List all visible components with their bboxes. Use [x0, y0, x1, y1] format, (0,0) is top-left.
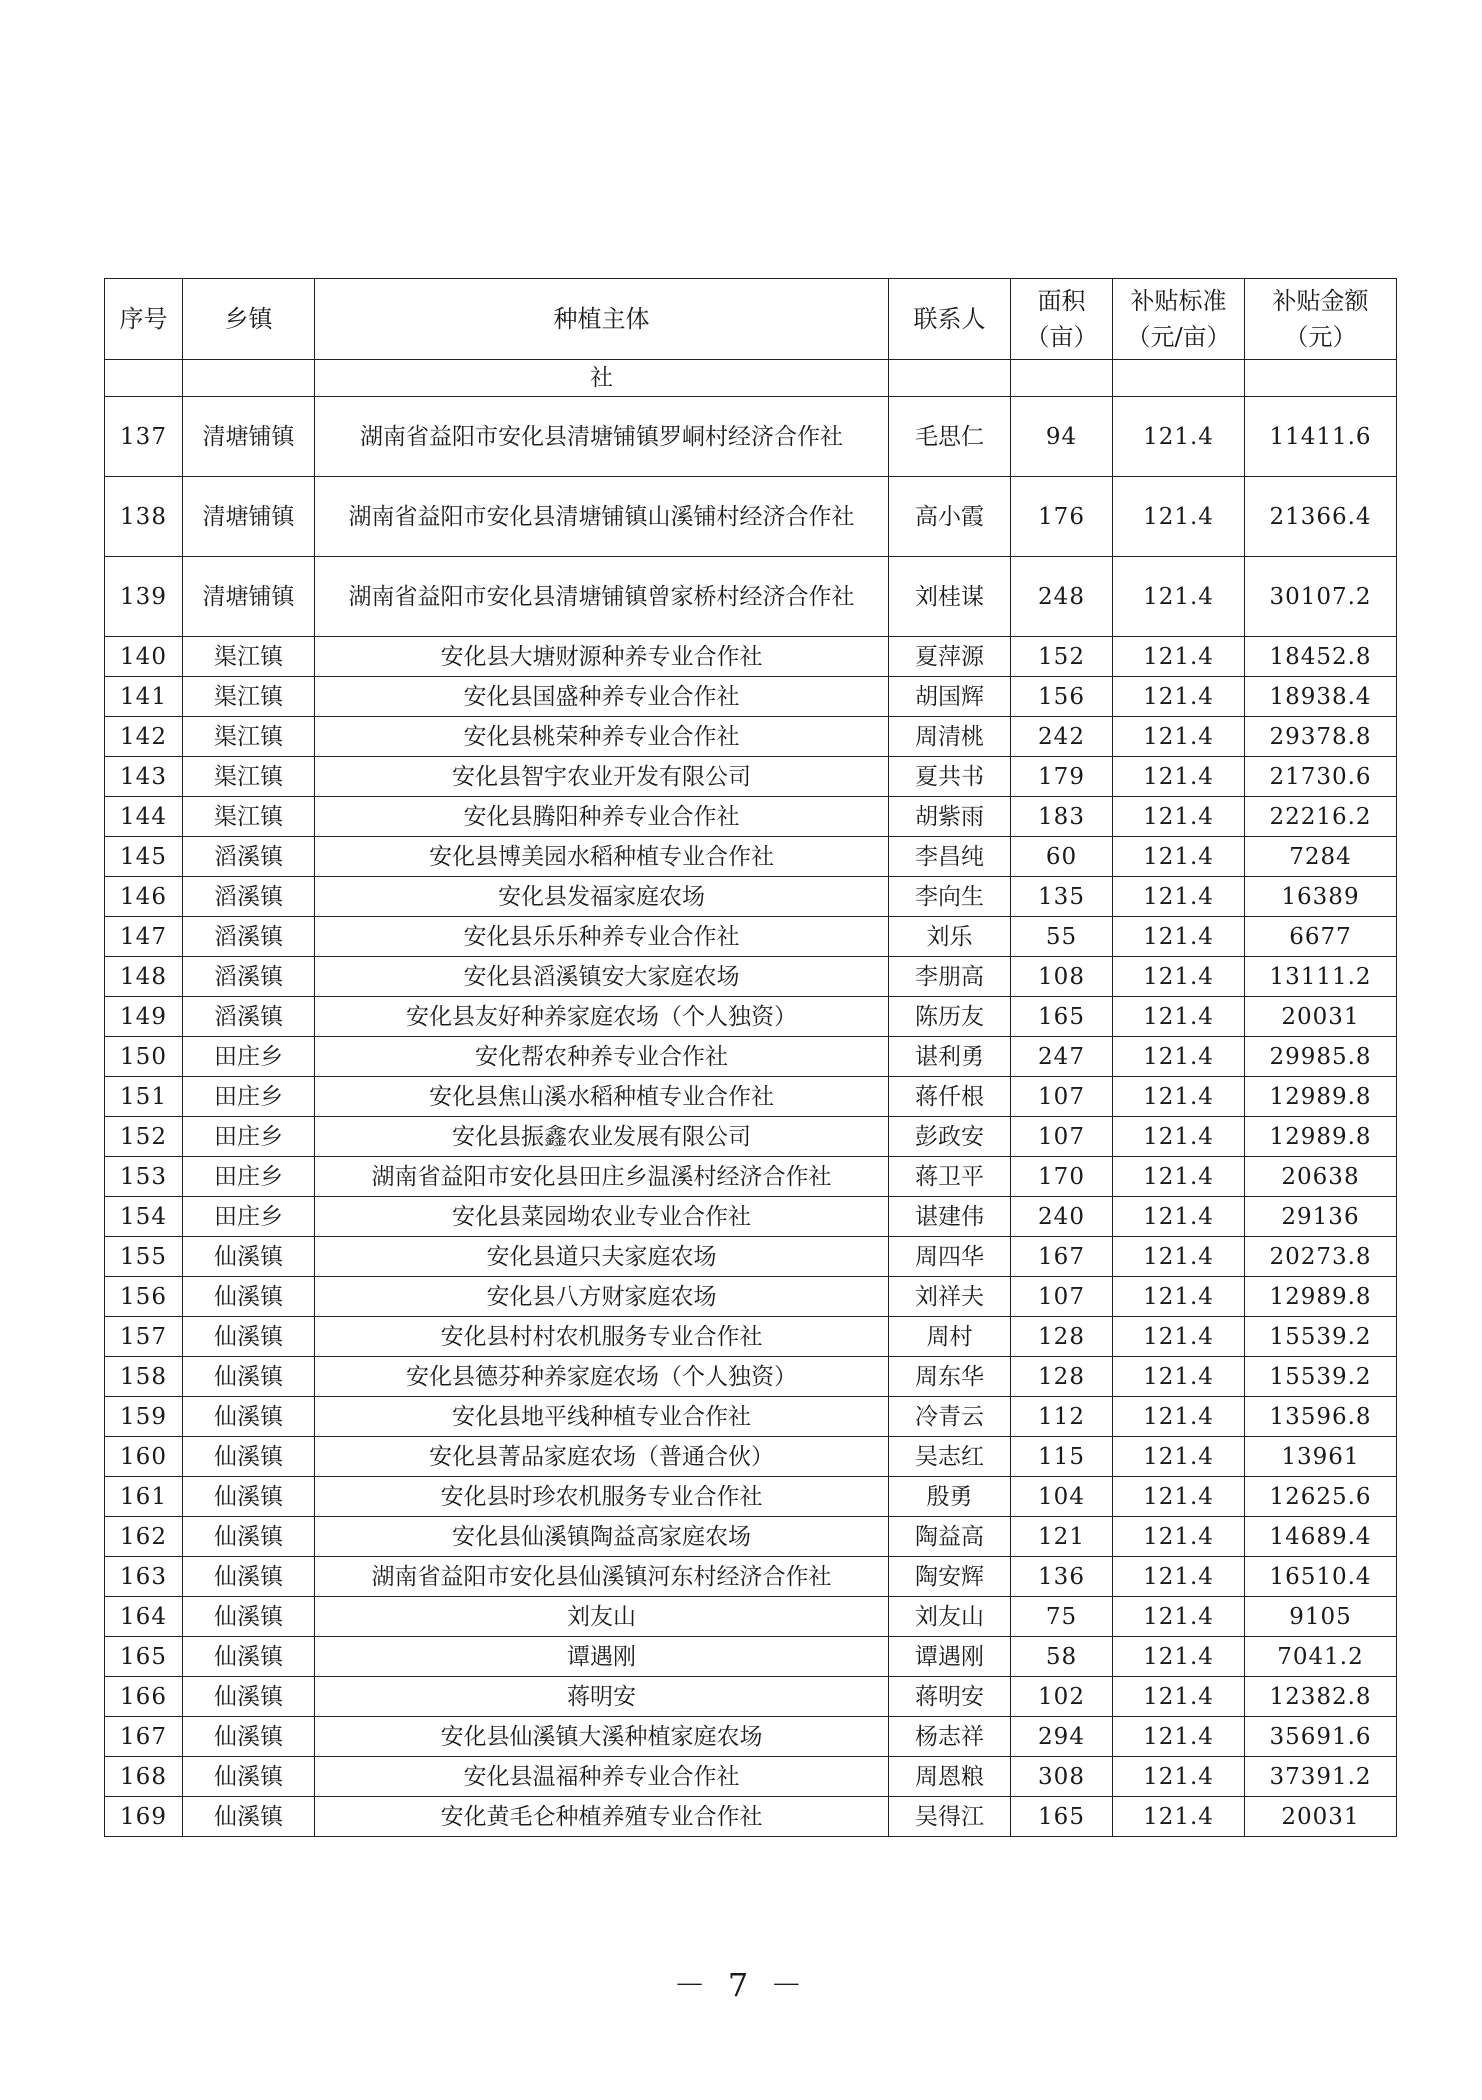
cell-no: 137: [105, 397, 183, 477]
cell-no: 152: [105, 1117, 183, 1157]
cell-area: 108: [1011, 957, 1113, 997]
table-row: [105, 1357, 1397, 1397]
table-row: [105, 1117, 1397, 1157]
cell-entity: 湖南省益阳市安化县仙溪镇河东村经济合作社: [315, 1557, 889, 1597]
cell-area: 167: [1011, 1237, 1113, 1277]
cell-town: 滔溪镇: [183, 877, 315, 917]
cell-town: 渠江镇: [183, 717, 315, 757]
cell-town: 仙溪镇: [183, 1717, 315, 1757]
cell-amount: 13961: [1245, 1437, 1397, 1477]
cell-town: 渠江镇: [183, 637, 315, 677]
table-row: [105, 957, 1397, 997]
cell-no: 148: [105, 957, 183, 997]
cell-contact: 陶益高: [889, 1517, 1011, 1557]
cell-standard: 121.4: [1113, 1197, 1245, 1237]
cell-contact: 胡国辉: [889, 677, 1011, 717]
cell-standard: 121.4: [1113, 1117, 1245, 1157]
header-standard: 补贴标准（元/亩）: [1113, 279, 1245, 360]
cell-town: 清塘铺镇: [183, 397, 315, 477]
cell-no: 167: [105, 1717, 183, 1757]
table-row: [105, 1077, 1397, 1117]
cell-area: 308: [1011, 1757, 1113, 1797]
cell-entity: 安化县桃荣种养专业合作社: [315, 717, 889, 757]
cell-no: 147: [105, 917, 183, 957]
cell-standard: 121.4: [1113, 757, 1245, 797]
table-row: [105, 397, 1397, 477]
table-row: [105, 1037, 1397, 1077]
cell-entity: 安化县菜园坳农业专业合作社: [315, 1197, 889, 1237]
cell-amount: 9105: [1245, 1597, 1397, 1637]
cell-entity: 安化县博美园水稻种植专业合作社: [315, 837, 889, 877]
cell-standard: 121.4: [1113, 1437, 1245, 1477]
cell-town: 仙溪镇: [183, 1557, 315, 1597]
cell-entity: 湖南省益阳市安化县田庄乡温溪村经济合作社: [315, 1157, 889, 1197]
table-row: [105, 1717, 1397, 1757]
cell-entity: 安化县德芬种养家庭农场（个人独资）: [315, 1357, 889, 1397]
header-row: [105, 279, 1397, 360]
cell-contact: 毛思仁: [889, 397, 1011, 477]
cell-amount: 35691.6: [1245, 1717, 1397, 1757]
table-row: [105, 1757, 1397, 1797]
table-row: [105, 837, 1397, 877]
table-row: [105, 1597, 1397, 1637]
cell-amount: 13596.8: [1245, 1397, 1397, 1437]
cell-contact: 刘乐: [889, 917, 1011, 957]
cell-entity: 安化县仙溪镇大溪种植家庭农场: [315, 1717, 889, 1757]
cell-standard: 121.4: [1113, 1237, 1245, 1277]
table-row: [105, 1197, 1397, 1237]
cell-town: 仙溪镇: [183, 1277, 315, 1317]
cell-entity: 安化县滔溪镇安大家庭农场: [315, 957, 889, 997]
cell-entity: 安化县发福家庭农场: [315, 877, 889, 917]
cell-area: 156: [1011, 677, 1113, 717]
table-row: [105, 1797, 1397, 1837]
cell-contact: 谌建伟: [889, 1197, 1011, 1237]
cell-town: 田庄乡: [183, 1117, 315, 1157]
table-row: [105, 637, 1397, 677]
cell-area: 60: [1011, 837, 1113, 877]
cell-amount: 16510.4: [1245, 1557, 1397, 1597]
cell-no: 149: [105, 997, 183, 1037]
cell-area: 121: [1011, 1517, 1113, 1557]
cell-amount: 12989.8: [1245, 1077, 1397, 1117]
cell-area: 128: [1011, 1357, 1113, 1397]
table-row: [105, 477, 1397, 557]
cell-town: 仙溪镇: [183, 1237, 315, 1277]
cell-standard: 121.4: [1113, 717, 1245, 757]
cell-standard: 121.4: [1113, 637, 1245, 677]
cell-no: 163: [105, 1557, 183, 1597]
table-row: [105, 1397, 1397, 1437]
cell-contact: 陶安辉: [889, 1557, 1011, 1597]
cell-town: 清塘铺镇: [183, 557, 315, 637]
cell-area: 165: [1011, 997, 1113, 1037]
cell-town: 渠江镇: [183, 797, 315, 837]
cell-entity: 湖南省益阳市安化县清塘铺镇山溪铺村经济合作社: [315, 477, 889, 557]
cell-area: 152: [1011, 637, 1113, 677]
cell-contact: 吴志红: [889, 1437, 1011, 1477]
cell-standard: 121.4: [1113, 1637, 1245, 1677]
cell-contact: 周村: [889, 1317, 1011, 1357]
cell-area: 242: [1011, 717, 1113, 757]
cell-standard: 121.4: [1113, 557, 1245, 637]
cell-contact: 夏共书: [889, 757, 1011, 797]
table-row: [105, 1517, 1397, 1557]
cell-standard: 121.4: [1113, 837, 1245, 877]
cell-area: 107: [1011, 1117, 1113, 1157]
subsidy-table: [104, 278, 1397, 1837]
cell-town: 仙溪镇: [183, 1797, 315, 1837]
cell-standard: 121.4: [1113, 1157, 1245, 1197]
cell-no: 169: [105, 1797, 183, 1837]
cell-entity: 湖南省益阳市安化县清塘铺镇曾家桥村经济合作社: [315, 557, 889, 637]
cell-no: 146: [105, 877, 183, 917]
table-row: [105, 557, 1397, 637]
table-row: [105, 1437, 1397, 1477]
cell-entity: 安化县腾阳种养专业合作社: [315, 797, 889, 837]
table-row: [105, 757, 1397, 797]
page-number: － 7 －: [673, 1966, 809, 2004]
cell-amount: 6677: [1245, 917, 1397, 957]
table-row: [105, 917, 1397, 957]
cell-standard: 121.4: [1113, 1397, 1245, 1437]
cell-amount: 13111.2: [1245, 957, 1397, 997]
cell-standard: 121.4: [1113, 997, 1245, 1037]
cell-entity: 安化县焦山溪水稻种植专业合作社: [315, 1077, 889, 1117]
cell-standard: 121.4: [1113, 1477, 1245, 1517]
cell-amount: 7041.2: [1245, 1637, 1397, 1677]
cell-amount: 12382.8: [1245, 1677, 1397, 1717]
cell-town: 滔溪镇: [183, 997, 315, 1037]
cell-entity: 安化县乐乐种养专业合作社: [315, 917, 889, 957]
cell-amount: 20031: [1245, 997, 1397, 1037]
cell-contact: 胡紫雨: [889, 797, 1011, 837]
table-row: [105, 717, 1397, 757]
cell-entity: 安化县国盛种养专业合作社: [315, 677, 889, 717]
cell-no: 159: [105, 1397, 183, 1437]
cell-area: 75: [1011, 1597, 1113, 1637]
cell-no: 140: [105, 637, 183, 677]
cell-contact: 高小霞: [889, 477, 1011, 557]
cell-standard: 121.4: [1113, 1797, 1245, 1837]
table-row: [105, 877, 1397, 917]
cell-area: 104: [1011, 1477, 1113, 1517]
header-contact: 联系人: [889, 279, 1011, 360]
cell-contact: 夏萍源: [889, 637, 1011, 677]
cell-standard: 121.4: [1113, 677, 1245, 717]
cell-standard: 121.4: [1113, 957, 1245, 997]
cell-town: 清塘铺镇: [183, 477, 315, 557]
cell-town: 滔溪镇: [183, 837, 315, 877]
cell-area: 170: [1011, 1157, 1113, 1197]
cell-entity: 安化县大塘财源种养专业合作社: [315, 637, 889, 677]
table-row: [105, 1557, 1397, 1597]
cell-amount: 29136: [1245, 1197, 1397, 1237]
cell-no: 168: [105, 1757, 183, 1797]
cell-standard: 121.4: [1113, 1037, 1245, 1077]
cell-amount: 16389: [1245, 877, 1397, 917]
cell-area: 128: [1011, 1317, 1113, 1357]
cell-entity: 安化县仙溪镇陶益高家庭农场: [315, 1517, 889, 1557]
cell-amount: 11411.6: [1245, 397, 1397, 477]
cell-standard: 121.4: [1113, 1757, 1245, 1797]
cell-amount: 29378.8: [1245, 717, 1397, 757]
cell-contact: 周东华: [889, 1357, 1011, 1397]
cell-no: 164: [105, 1597, 183, 1637]
cell-amount: 29985.8: [1245, 1037, 1397, 1077]
cell-amount: 21730.6: [1245, 757, 1397, 797]
cell-amount: 7284: [1245, 837, 1397, 877]
cell-amount: 18938.4: [1245, 677, 1397, 717]
cell-amount: 15539.2: [1245, 1357, 1397, 1397]
cell-contact: 冷青云: [889, 1397, 1011, 1437]
cell-amount: 12625.6: [1245, 1477, 1397, 1517]
cell-town: 田庄乡: [183, 1157, 315, 1197]
cell-entity: 安化县温福种养专业合作社: [315, 1757, 889, 1797]
cell-amount: 12989.8: [1245, 1277, 1397, 1317]
cell-contact: 刘友山: [889, 1597, 1011, 1637]
cell-no: 153: [105, 1157, 183, 1197]
cell-no: 156: [105, 1277, 183, 1317]
cell-no: 139: [105, 557, 183, 637]
cell-no: 151: [105, 1077, 183, 1117]
cell-area: 248: [1011, 557, 1113, 637]
cell-town: 仙溪镇: [183, 1637, 315, 1677]
cell-entity: 安化县地平线种植专业合作社: [315, 1397, 889, 1437]
cell-contact: 刘桂谋: [889, 557, 1011, 637]
cell-standard: 121.4: [1113, 1717, 1245, 1757]
cell-entity: 蒋明安: [315, 1677, 889, 1717]
header-town: 乡镇: [183, 279, 315, 360]
cell-entity: 安化县菁品家庭农场（普通合伙）: [315, 1437, 889, 1477]
cell-area: 115: [1011, 1437, 1113, 1477]
cell-no: 158: [105, 1357, 183, 1397]
table-row: [105, 797, 1397, 837]
cell-town: 滔溪镇: [183, 917, 315, 957]
cell-contact: 李朋高: [889, 957, 1011, 997]
cell-contact: 刘祥夫: [889, 1277, 1011, 1317]
cell-contact: 李昌纯: [889, 837, 1011, 877]
cell-amount: 14689.4: [1245, 1517, 1397, 1557]
cell-amount: 20638: [1245, 1157, 1397, 1197]
cell-entity: 刘友山: [315, 1597, 889, 1637]
cell-contact: 蒋明安: [889, 1677, 1011, 1717]
cell-area: 112: [1011, 1397, 1113, 1437]
cell-contact: 杨志祥: [889, 1717, 1011, 1757]
cell-town: 仙溪镇: [183, 1677, 315, 1717]
cell-no: 150: [105, 1037, 183, 1077]
cell-standard: 121.4: [1113, 477, 1245, 557]
cell-amount: 20273.8: [1245, 1237, 1397, 1277]
cell-town: 仙溪镇: [183, 1477, 315, 1517]
cell-contact: 周四华: [889, 1237, 1011, 1277]
header-amount: 补贴金额（元）: [1245, 279, 1397, 360]
cell-area: 107: [1011, 1077, 1113, 1117]
header-entity: 种植主体: [315, 279, 889, 360]
header-no: 序号: [105, 279, 183, 360]
cell-contact: 李向生: [889, 877, 1011, 917]
cell-no: 142: [105, 717, 183, 757]
cell-area: 179: [1011, 757, 1113, 797]
cell-no: 165: [105, 1637, 183, 1677]
cell-amount: 21366.4: [1245, 477, 1397, 557]
cell-town: 田庄乡: [183, 1197, 315, 1237]
continuation-text: 社: [315, 360, 889, 397]
header-area: 面积（亩）: [1011, 279, 1113, 360]
cell-entity: 湖南省益阳市安化县清塘铺镇罗峒村经济合作社: [315, 397, 889, 477]
cell-no: 141: [105, 677, 183, 717]
cell-contact: 蒋卫平: [889, 1157, 1011, 1197]
cell-entity: 安化县智宇农业开发有限公司: [315, 757, 889, 797]
cell-entity: 安化县村村农机服务专业合作社: [315, 1317, 889, 1357]
cell-amount: 15539.2: [1245, 1317, 1397, 1357]
table-row: [105, 1477, 1397, 1517]
cell-no: 157: [105, 1317, 183, 1357]
cell-contact: 吴得江: [889, 1797, 1011, 1837]
cell-town: 仙溪镇: [183, 1437, 315, 1477]
cell-area: 183: [1011, 797, 1113, 837]
table-row: [105, 997, 1397, 1037]
cell-standard: 121.4: [1113, 917, 1245, 957]
cell-area: 55: [1011, 917, 1113, 957]
cell-entity: 安化县振鑫农业发展有限公司: [315, 1117, 889, 1157]
cell-amount: 20031: [1245, 1797, 1397, 1837]
cell-no: 160: [105, 1437, 183, 1477]
cell-contact: 殷勇: [889, 1477, 1011, 1517]
cell-no: 144: [105, 797, 183, 837]
cell-no: 138: [105, 477, 183, 557]
table-row: [105, 1677, 1397, 1717]
cell-town: 田庄乡: [183, 1077, 315, 1117]
table-row: [105, 1277, 1397, 1317]
cell-area: 136: [1011, 1557, 1113, 1597]
cell-town: 仙溪镇: [183, 1317, 315, 1357]
cell-amount: 22216.2: [1245, 797, 1397, 837]
cell-town: 滔溪镇: [183, 957, 315, 997]
cell-entity: 谭遇刚: [315, 1637, 889, 1677]
cell-standard: 121.4: [1113, 1277, 1245, 1317]
cell-no: 166: [105, 1677, 183, 1717]
table-row: [105, 1237, 1397, 1277]
cell-no: 162: [105, 1517, 183, 1557]
cell-standard: 121.4: [1113, 1077, 1245, 1117]
cell-contact: 谭遇刚: [889, 1637, 1011, 1677]
cell-standard: 121.4: [1113, 1597, 1245, 1637]
cell-town: 渠江镇: [183, 757, 315, 797]
cell-entity: 安化县友好种养家庭农场（个人独资）: [315, 997, 889, 1037]
cell-town: 田庄乡: [183, 1037, 315, 1077]
cell-area: 135: [1011, 877, 1113, 917]
cell-standard: 121.4: [1113, 797, 1245, 837]
cell-standard: 121.4: [1113, 397, 1245, 477]
cell-area: 107: [1011, 1277, 1113, 1317]
cell-area: 240: [1011, 1197, 1113, 1237]
cell-area: 102: [1011, 1677, 1113, 1717]
cell-entity: 安化黄毛仑种植养殖专业合作社: [315, 1797, 889, 1837]
cell-area: 294: [1011, 1717, 1113, 1757]
cell-contact: 周清桃: [889, 717, 1011, 757]
cell-entity: 安化县八方财家庭农场: [315, 1277, 889, 1317]
cell-area: 176: [1011, 477, 1113, 557]
cell-entity: 安化县道只夫家庭农场: [315, 1237, 889, 1277]
cell-contact: 谌利勇: [889, 1037, 1011, 1077]
cell-town: 渠江镇: [183, 677, 315, 717]
table-row: [105, 1637, 1397, 1677]
cell-town: 仙溪镇: [183, 1597, 315, 1637]
cell-no: 155: [105, 1237, 183, 1277]
table-row: [105, 1317, 1397, 1357]
cell-standard: 121.4: [1113, 1517, 1245, 1557]
cell-town: 仙溪镇: [183, 1397, 315, 1437]
cell-standard: 121.4: [1113, 877, 1245, 917]
cell-amount: 30107.2: [1245, 557, 1397, 637]
table-row: [105, 1157, 1397, 1197]
cell-standard: 121.4: [1113, 1557, 1245, 1597]
cell-standard: 121.4: [1113, 1317, 1245, 1357]
cell-area: 58: [1011, 1637, 1113, 1677]
cell-area: 165: [1011, 1797, 1113, 1837]
cell-no: 145: [105, 837, 183, 877]
cell-no: 143: [105, 757, 183, 797]
cell-contact: 周恩粮: [889, 1757, 1011, 1797]
cell-no: 161: [105, 1477, 183, 1517]
cell-amount: 37391.2: [1245, 1757, 1397, 1797]
cell-standard: 121.4: [1113, 1677, 1245, 1717]
cell-no: 154: [105, 1197, 183, 1237]
cell-town: 仙溪镇: [183, 1517, 315, 1557]
cell-amount: 12989.8: [1245, 1117, 1397, 1157]
cell-amount: 18452.8: [1245, 637, 1397, 677]
cell-area: 94: [1011, 397, 1113, 477]
cell-contact: 彭政安: [889, 1117, 1011, 1157]
cell-town: 仙溪镇: [183, 1357, 315, 1397]
continuation-row: [105, 360, 1397, 397]
table-row: [105, 677, 1397, 717]
cell-area: 247: [1011, 1037, 1113, 1077]
cell-standard: 121.4: [1113, 1357, 1245, 1397]
table-body: [105, 360, 1397, 1837]
cell-contact: 陈历友: [889, 997, 1011, 1037]
cell-contact: 蒋仟根: [889, 1077, 1011, 1117]
cell-entity: 安化帮农种养专业合作社: [315, 1037, 889, 1077]
cell-entity: 安化县时珍农机服务专业合作社: [315, 1477, 889, 1517]
cell-town: 仙溪镇: [183, 1757, 315, 1797]
